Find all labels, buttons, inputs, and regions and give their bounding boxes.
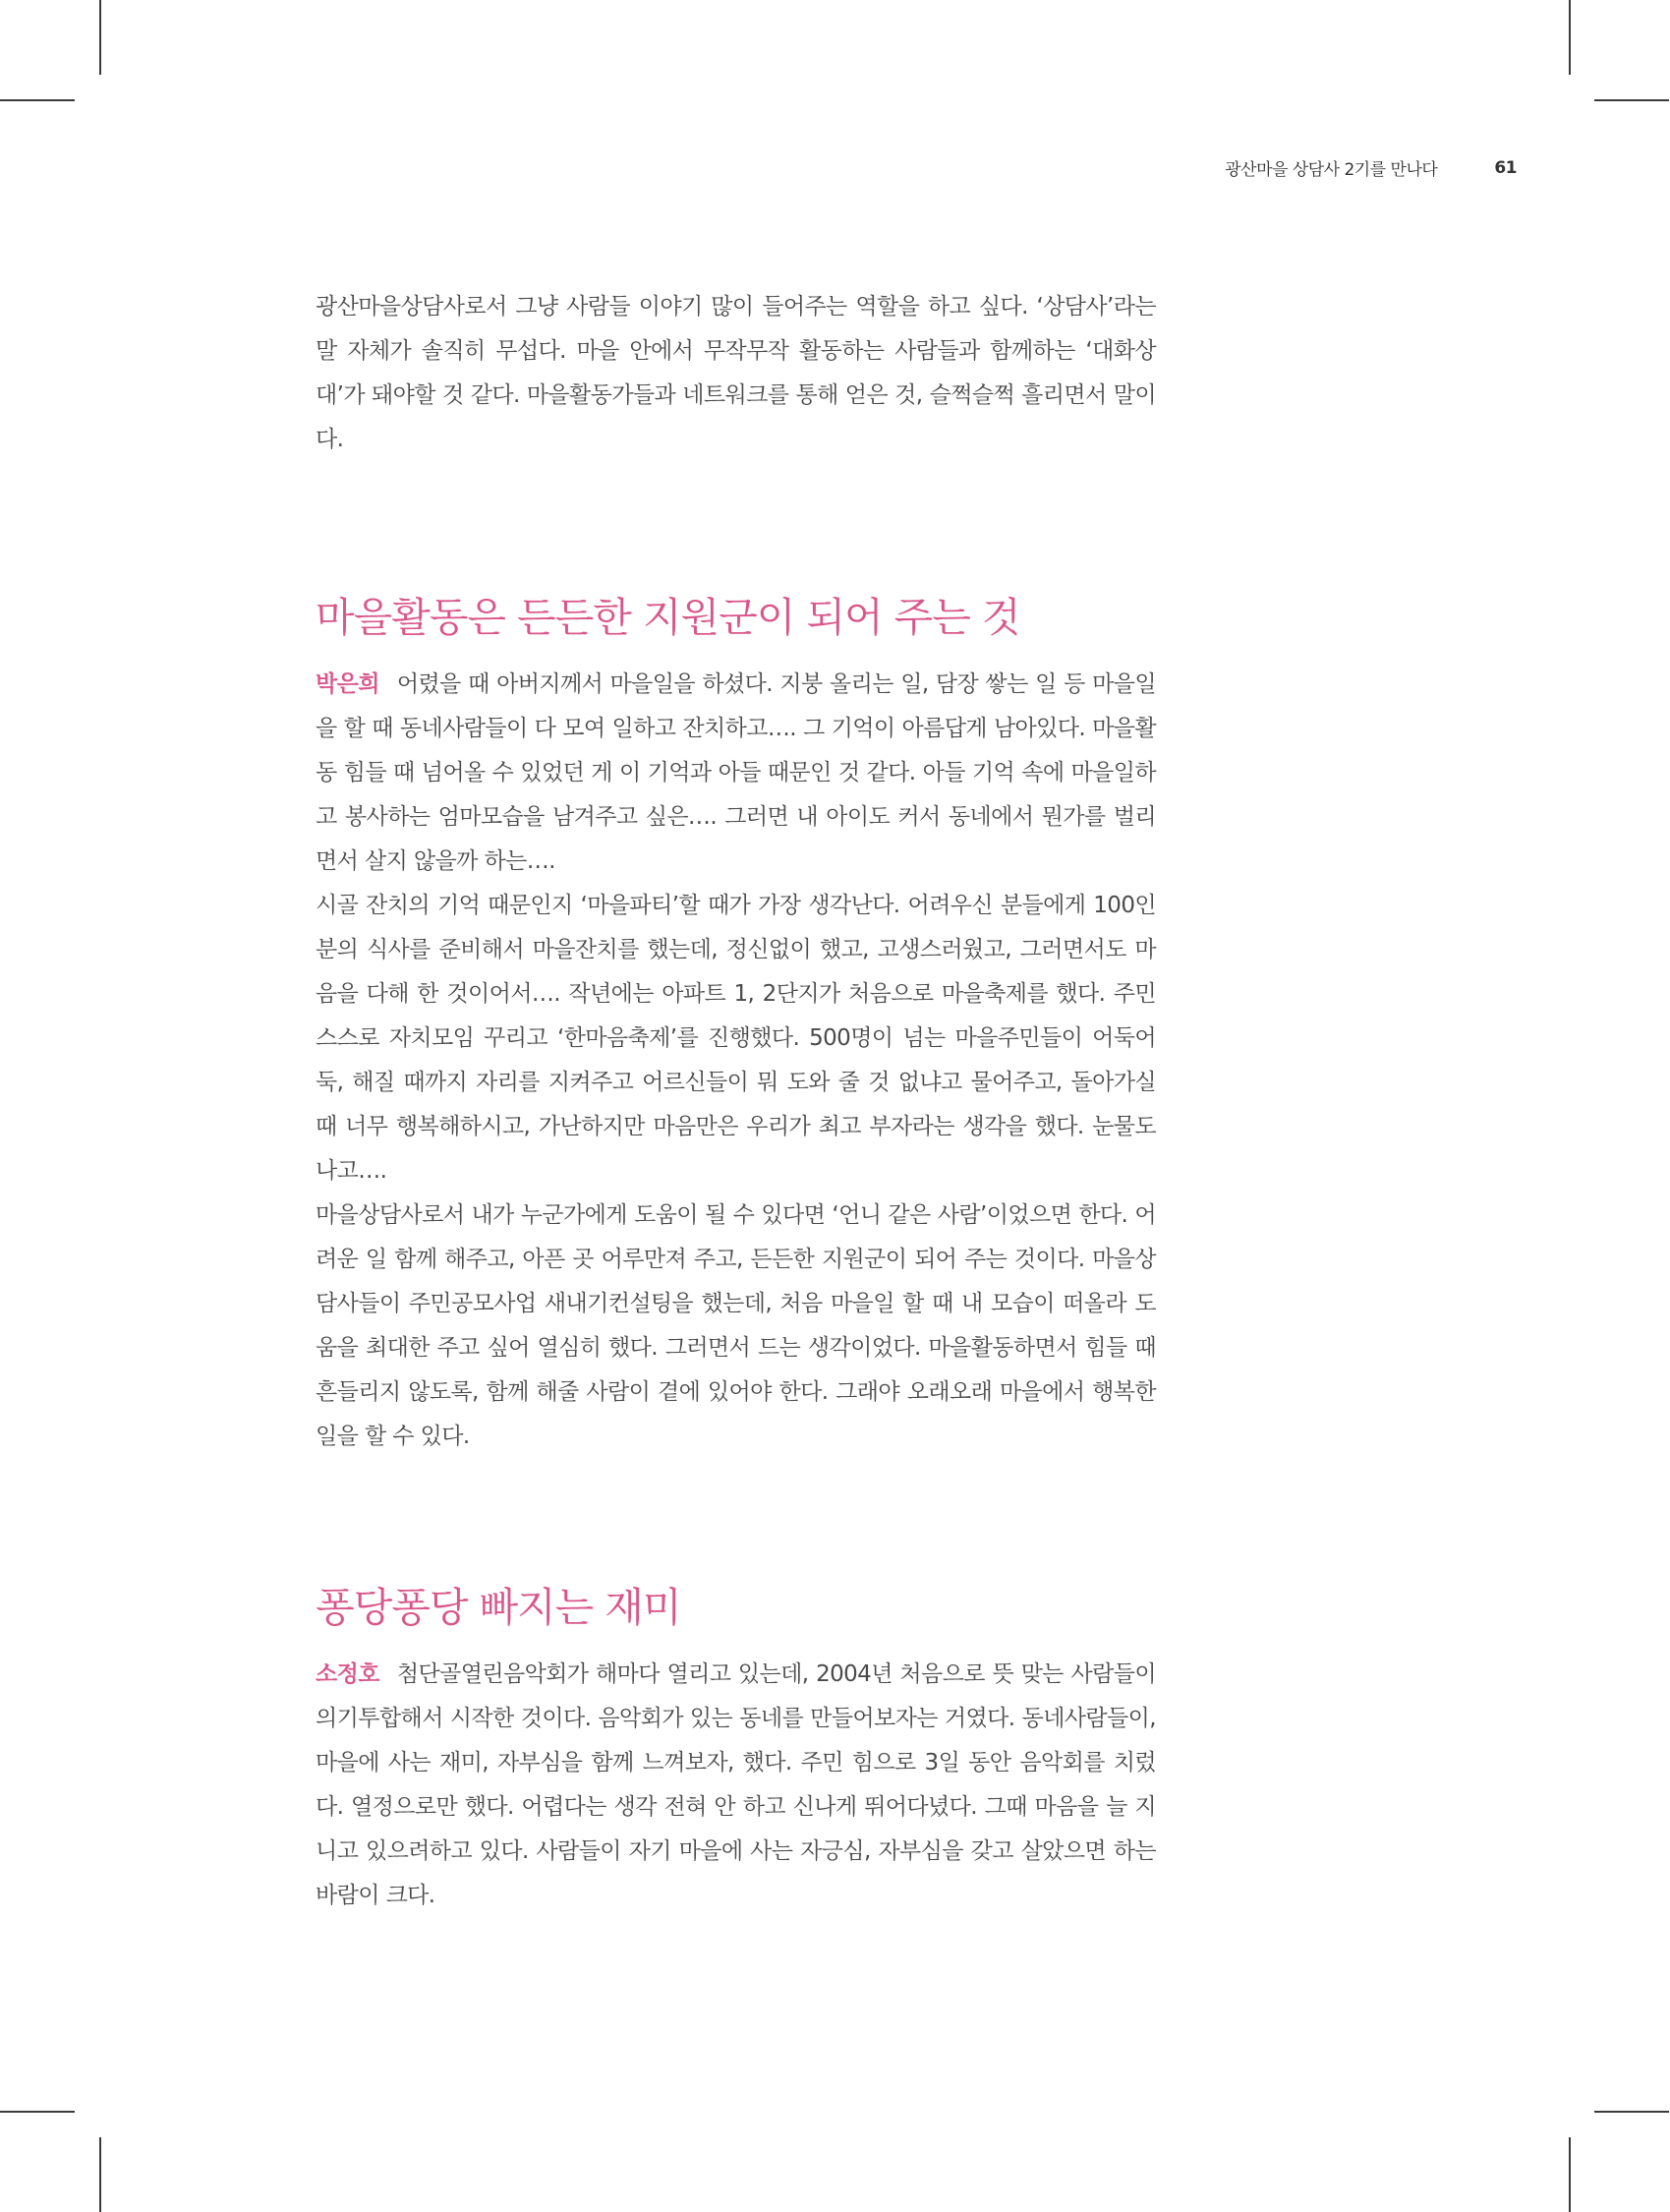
page-content — [316, 285, 1156, 1918]
crop-mark-bottom-right-horizontal — [1594, 2111, 1669, 2113]
intro-paragraph: 광산마을상담사로서 그냥 사람들 이야기 많이 들어주는 역할을 하고 싶다. ‘상담사’라는 말 자체가 솔직히 무섭다. 마을 안에서 무작무작 활동하는 사람들과 함께하는 ‘대화상대’가 돼야할 것 같다. 마을활동가들과 네트워크를 통해 얻은 것, 슬쩍슬쩍 흘리면서 말이다. — [316, 294, 1156, 452]
section2-paragraph-1 — [316, 1653, 1156, 1918]
paragraph-text: 첨단골열린음악회가 해마다 열리고 있는데, 2004년 처음으로 뜻 맞는 사람들이 의기투합해서 시작한 것이다. 음악회가 있는 동네를 만들어보자는 거였다. 동네사람들이, 마을에 사는 재미, 자부심을 함께 느껴보자, 했다. 주민 힘으로 3일 동안 음악회를 치렀다. 열정으로만 했다. 어렵다는 생각 전혀 안 하고 신나게 뛰어다녔다. 그때 마음을 늘 지니고 있으려하고 있다. 사람들이 자기 마을에 사는 자긍심, 자부심을 갖고 살았으면 하는 바람이 크다. — [316, 1661, 1156, 1908]
speaker-name: 소정호 — [316, 1661, 379, 1687]
page-number: 61 — [1494, 157, 1517, 178]
section-title-2: 퐁당퐁당 빠지는 재미 — [316, 1584, 681, 1631]
crop-mark-top-right-vertical — [1569, 0, 1571, 75]
section1-paragraph-1 — [316, 663, 1156, 884]
section-title-1: 마을활동은 든든한 지원군이 되어 주는 것 — [316, 594, 1020, 641]
section1-paragraph-2: 시골 잔치의 기억 때문인지 ‘마을파티’할 때가 가장 생각난다. 어려우신 분들에게 100인분의 식사를 준비해서 마을잔치를 했는데, 정신없이 했고, 고생스러웠고, 그러면서도 마음을 다해 한 것이어서…. 작년에는 아파트 1, 2단지가 처음으로 마을축제를 했다. 주민 스스로 자치모임 꾸리고 ‘한마음축제’를 진행했다. 500명이 넘는 마을주민들이 어둑어둑, 해질 때까지 자리를 지켜주고 어르신들이 뭐 도와 줄 것 없냐고 물어주고, 돌아가실 때 너무 행복해하시고, 가난하지만 마음만은 우리가 최고 부자라는 생각을 했다. 눈물도 나고…. — [316, 893, 1156, 1184]
crop-mark-top-right-horizontal — [1594, 99, 1669, 101]
crop-mark-top-left-vertical — [99, 0, 101, 75]
running-title: 광산마을 상담사 2기를 만나다 — [1225, 160, 1438, 180]
running-header — [1225, 155, 1517, 180]
speaker-name: 박은희 — [316, 671, 379, 697]
crop-mark-bottom-left-horizontal — [0, 2111, 75, 2113]
section1-paragraph-3: 마을상담사로서 내가 누군가에게 도움이 될 수 있다면 ‘언니 같은 사람’이었으면 한다. 어려운 일 함께 해주고, 아픈 곳 어루만져 주고, 든든한 지원군이 되어 주는 것이다. 마을상담사들이 주민공모사업 새내기컨설팅을 했는데, 처음 마을일 할 때 내 모습이 떠올라 도움을 최대한 주고 싶어 열심히 했다. 그러면서 드는 생각이었다. 마을활동하면서 힘들 때 흔들리지 않도록, 함께 해줄 사람이 곁에 있어야 한다. 그래야 오래오래 마을에서 행복한 일을 할 수 있다. — [316, 1202, 1156, 1449]
crop-mark-bottom-right-vertical — [1569, 2137, 1571, 2212]
paragraph-text: 어렸을 때 아버지께서 마을일을 하셨다. 지붕 올리는 일, 담장 쌓는 일 등 마을일을 할 때 동네사람들이 다 모여 일하고 잔치하고…. 그 기억이 아름답게 남아있다. 마을활동 힘들 때 넘어올 수 있었던 게 이 기억과 아들 때문인 것 같다. 아들 기억 속에 마을일하고 봉사하는 엄마모습을 남겨주고 싶은…. 그러면 내 아이도 커서 동네에서 뭔가를 벌리면서 살지 않을까 하는…. — [316, 671, 1156, 874]
crop-mark-top-left-horizontal — [0, 99, 75, 101]
crop-mark-bottom-left-vertical — [99, 2137, 101, 2212]
